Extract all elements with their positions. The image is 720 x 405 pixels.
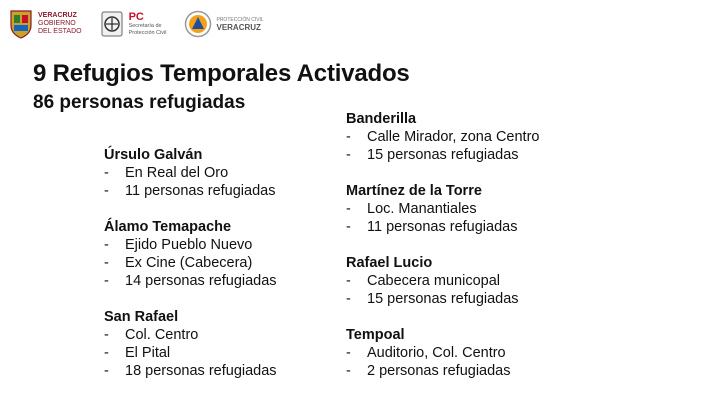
bullet-dash: - <box>346 201 351 217</box>
list-item <box>104 344 277 362</box>
municipality-name: San Rafael <box>104 309 179 325</box>
bullet-dash: - <box>346 345 351 361</box>
bullet-dash: - <box>104 255 109 271</box>
municipality-name: Banderilla <box>346 111 417 127</box>
item-text: 18 personas refugiadas <box>125 363 277 379</box>
veracruz-line3: DEL ESTADO <box>38 28 82 35</box>
shelter-group <box>346 326 539 380</box>
list-item <box>346 290 539 308</box>
list-item <box>346 200 539 218</box>
logo-pc-veracruz <box>184 10 263 38</box>
bullet-dash: - <box>346 291 351 307</box>
right-column <box>346 110 539 398</box>
header-logos <box>8 5 282 43</box>
shelter-group <box>104 308 277 380</box>
bullet-dash: - <box>104 327 109 343</box>
shelter-group <box>346 254 539 308</box>
bullet-dash: - <box>346 363 351 379</box>
bullet-dash: - <box>104 237 109 253</box>
pcv-line2: VERACRUZ <box>216 22 261 32</box>
municipality-name: Úrsulo Galván <box>104 147 203 163</box>
pc-title: PC <box>128 11 144 23</box>
bullet-dash: - <box>104 273 109 289</box>
page-subtitle: 86 personas refugiadas <box>33 92 246 113</box>
list-item <box>346 218 539 236</box>
item-text: 11 personas refugiadas <box>367 219 518 235</box>
item-text: 15 personas refugiadas <box>367 147 519 163</box>
logo-proteccion-civil <box>100 9 167 39</box>
item-text: En Real del Oro <box>125 165 229 181</box>
bullet-dash: - <box>346 273 351 289</box>
shelter-group <box>104 146 277 200</box>
list-item <box>346 146 539 164</box>
item-text: 2 personas refugiadas <box>367 363 511 379</box>
pcv-line1: PROTECCIÓN CIVIL <box>216 16 264 23</box>
list-item <box>104 182 277 200</box>
bullet-dash: - <box>346 129 351 145</box>
shelter-group <box>346 110 539 164</box>
logo-veracruz <box>8 9 82 39</box>
list-item <box>104 164 277 182</box>
bullet-dash: - <box>346 219 351 235</box>
item-text: Col. Centro <box>125 327 199 343</box>
list-item <box>346 128 539 146</box>
list-item <box>346 344 539 362</box>
list-item <box>104 326 277 344</box>
item-text: Ejido Pueblo Nuevo <box>125 237 253 253</box>
municipality-name: Tempoal <box>346 327 405 343</box>
item-text: Calle Mirador, zona Centro <box>367 129 540 145</box>
item-text: 11 personas refugiadas <box>125 183 276 199</box>
pc-triangle-icon <box>184 10 212 38</box>
bullet-dash: - <box>104 183 109 199</box>
pc-sub2: Protección Civil <box>128 29 167 36</box>
list-item <box>346 362 539 380</box>
shelter-group <box>104 218 277 290</box>
bullet-dash: - <box>104 345 109 361</box>
list-item <box>346 272 539 290</box>
bullet-dash: - <box>104 363 109 379</box>
municipality-name: Álamo Temapache <box>104 219 232 235</box>
municipality-name: Rafael Lucio <box>346 255 433 271</box>
bullet-dash: - <box>346 147 351 163</box>
left-column <box>104 146 277 398</box>
page-title: 9 Refugios Temporales Activados <box>33 60 410 87</box>
veracruz-shield-icon <box>8 9 34 39</box>
list-item <box>104 362 277 380</box>
list-item <box>104 272 277 290</box>
item-text: 15 personas refugiadas <box>367 291 519 307</box>
item-text: El Pital <box>125 345 171 361</box>
item-text: Loc. Manantiales <box>367 201 477 217</box>
pc-emblem-icon <box>100 9 124 39</box>
veracruz-line1: VERACRUZ <box>38 12 77 19</box>
item-text: 14 personas refugiadas <box>125 273 277 289</box>
shelter-group <box>346 182 539 236</box>
list-item <box>104 254 277 272</box>
list-item <box>104 236 277 254</box>
bullet-dash: - <box>104 165 109 181</box>
item-text: Auditorio, Col. Centro <box>367 345 506 361</box>
veracruz-line2: GOBIERNO <box>38 20 76 27</box>
pc-sub1: Secretaría de <box>128 23 162 29</box>
municipality-name: Martínez de la Torre <box>346 183 482 199</box>
item-text: Cabecera municopal <box>367 273 500 289</box>
item-text: Ex Cine (Cabecera) <box>125 255 253 271</box>
